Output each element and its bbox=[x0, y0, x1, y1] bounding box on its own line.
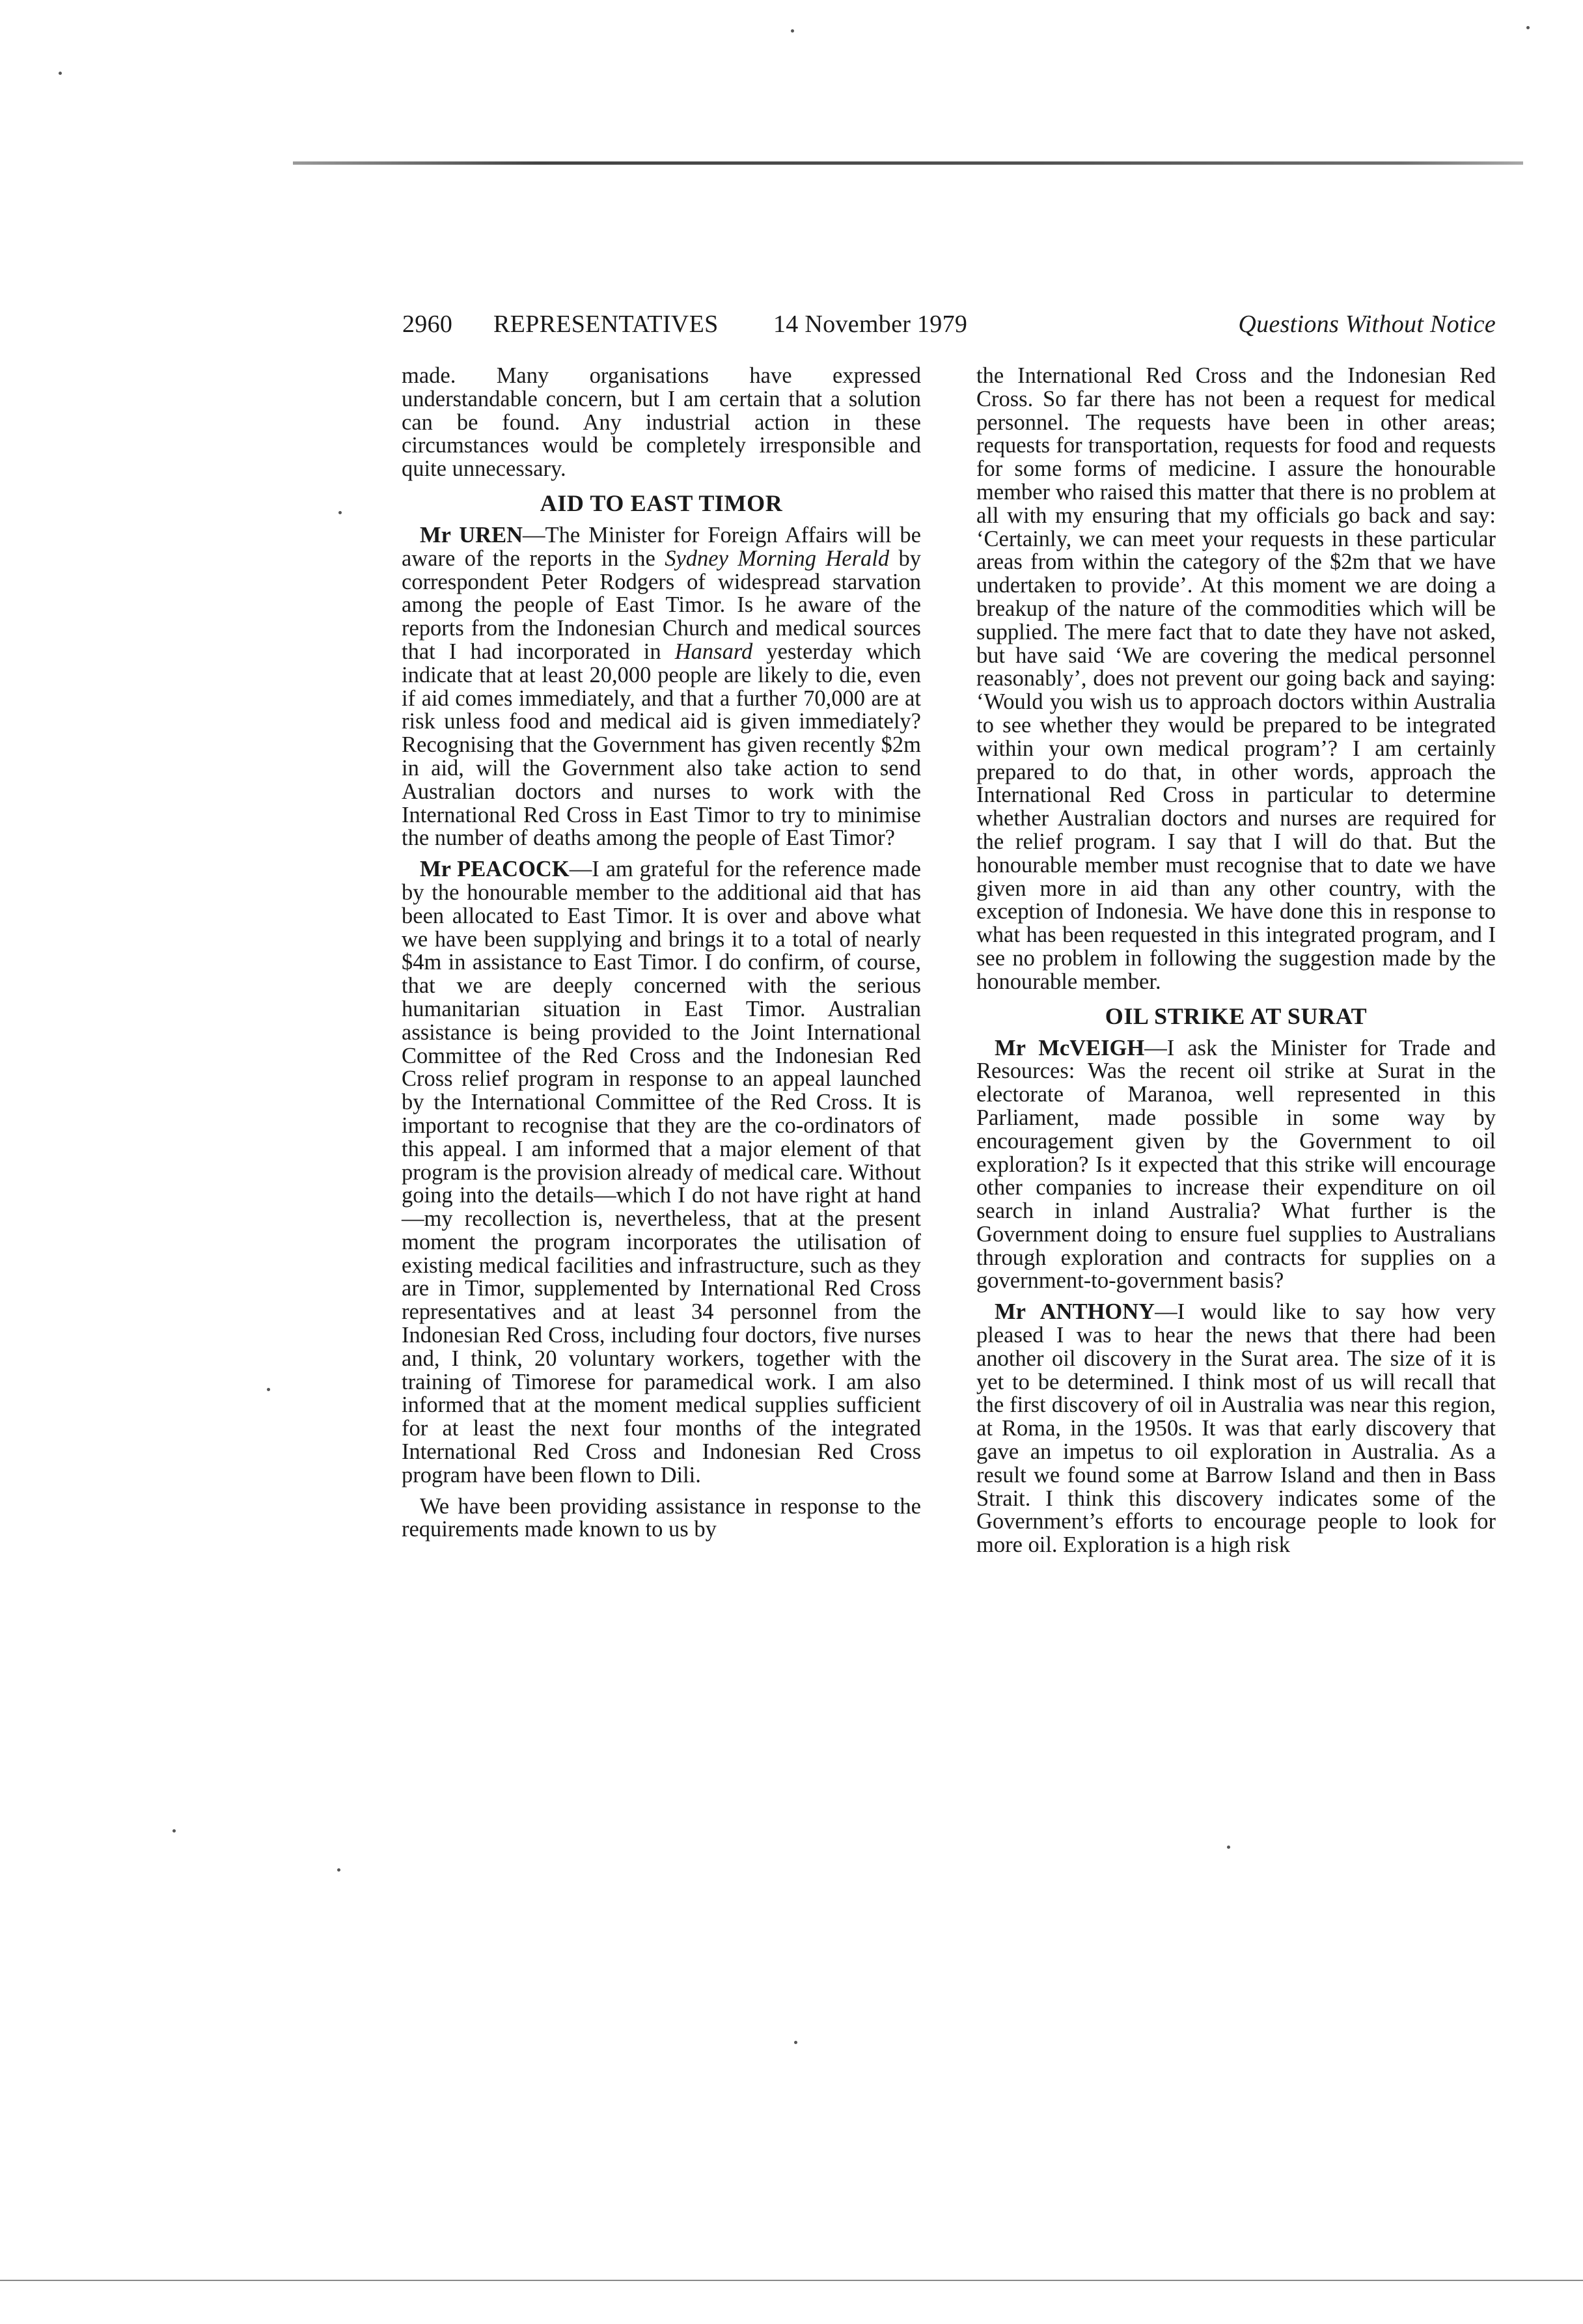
anthony-text: —I would like to say how very pleased I was to hear the news that there had been another oil discovery in the Surat area. The size of it is yet to be determined. I think most of us will recall that the first discovery of oil in Australia was near this region, at Roma, in the 1950s. It was that early discovery that gave an impetus to oil exploration in Australia. As a result we found some at Barrow Island and then in Bass Strait. I think this discovery indicates some of the Government’s efforts to encourage people to look for more oil. Exploration is a high risk bbox=[976, 1299, 1496, 1558]
uren-hansard: Hansard bbox=[674, 639, 753, 664]
scan-speck bbox=[791, 29, 794, 33]
anthony-answer bbox=[976, 1301, 1496, 1557]
mcveigh-text: —I ask the Minister for Trade and Resources: Was the recent oil strike at Surat in the electorate of Maranoa, well represented in this Parliament, made possible in some way by encouragement given by the Government to oil exploration? Is it expected that this strike will encourage other companies to increase their expenditure on oil search in inland Australia? What further is the Government doing to ensure fuel supplies to Australians through exploration and contracts for supplies on a government-to-government basis? bbox=[976, 1035, 1496, 1293]
house-name: REPRESENTATIVES bbox=[493, 311, 719, 338]
scan-speck bbox=[338, 511, 342, 514]
section-title: Questions Without Notice bbox=[1238, 311, 1496, 338]
scan-top-rule bbox=[293, 161, 1523, 165]
continuation-paragraph: made. Many organisations have expressed understandable concern, but I am certain that a solution can be found. Any industrial action in these circumstances would be completely irresponsible and quite unnecessary. bbox=[402, 363, 921, 482]
heading-oil-strike-at-surat: OIL STRIKE AT SURAT bbox=[1105, 1003, 1368, 1029]
heading-aid-to-east-timor: AID TO EAST TIMOR bbox=[540, 490, 783, 516]
speaker-anthony: Mr ANTHONY bbox=[995, 1299, 1155, 1325]
scan-speck bbox=[794, 2041, 797, 2044]
sitting-date: 14 November 1979 bbox=[773, 311, 968, 338]
uren-newspaper: Sydney Morning Herald bbox=[665, 546, 890, 571]
scan-speck bbox=[59, 72, 62, 75]
uren-text-a: —The Minister for Foreign Affairs will be aware of the reports in the bbox=[402, 522, 921, 571]
uren-question bbox=[402, 524, 921, 850]
right-column bbox=[976, 365, 1496, 1565]
scan-bottom-rule bbox=[0, 2280, 1583, 2281]
continuation-paragraph: the International Red Cross and the Indonesian Red Cross. So far there has not been a request for medical personnel. The requests have been in other areas; requests for transportation, requests for food and requests for some forms of medicine. I assure the honourable member who raised this matter that there is no problem at all with my ensuring that my officials go back and say: ‘Certainly, we can meet your requests in these particular areas from within the category of the $2m that we have undertaken to provide’. At this moment we are doing a breakup of the nature of the commodities which will be supplied. The mere fact that to date they have not asked, but have said ‘We are covering the medical personnel reasonably’, does not prevent our going back and saying: ‘Would you wish us to approach doctors within Australia to see whether they would be prepared to be integrated within your own medical program’? I am certainly prepared to do that, in other words, approach the International Red Cross in particular to determine whether Australian doctors and nurses are required for the relief program. I say that I will do that. But the honourable member must recognise that to date we have given more in aid than any other country, with the exception of Indonesia. We have done this in response to what has been requested in this integrated program, and I see no problem in following the suggestion made by the honourable member. bbox=[976, 363, 1496, 994]
mcveigh-question bbox=[976, 1037, 1496, 1293]
page-number: 2960 bbox=[402, 311, 453, 338]
peacock-answer bbox=[402, 858, 921, 1487]
speaker-peacock: Mr PEACOCK bbox=[420, 857, 570, 882]
scan-speck bbox=[1526, 26, 1530, 29]
scan-speck bbox=[267, 1388, 270, 1391]
uren-text-b: by correspondent Peter Rodgers of widespread starvation among the people of East Timor. Is he aware of the reports from the Indonesian Church and medical sources that I had incorporated in bbox=[402, 546, 922, 664]
peacock-text: —I am grateful for the reference made by the honourable member to the additional aid that has been allocated to East Timor. It is over and above what we have been supplying and brings it to a total of nearly $4m in assistance to East Timor. I do confirm, of course, that we are deeply concerned with the serious humanitarian situation in East Timor. Australian assistance is being provided to the Joint International Committee of the Red Cross and the Indonesian Red Cross relief program in response to an appeal launched by the International Committee of the Red Cross. It is important to recognise that they are the co-ordinators of this appeal. I am informed that a major element of that program is the provision already of medical care. Without going into the details—which I do not have right at hand—my recollection is, nevertheless, that at the present moment the program incorporates the utilisation of existing medical facilities and infrastructure, such as they are in Timor, supplemented by International Red Cross representatives and at least 34 personnel from the Indonesian Red Cross, including four doctors, five nurses and, I think, 20 voluntary workers, together with the training of Timorese for paramedical work. I am also informed that at the moment medical supplies sufficient for at least the next four months of the integrated International Red Cross and Indonesian Red Cross program have been flown to Dili. bbox=[402, 857, 921, 1487]
running-head bbox=[402, 305, 1496, 344]
peacock-answer-continued: We have been providing assistance in response to the requirements made known to us by bbox=[402, 1493, 921, 1542]
speaker-mcveigh: Mr McVEIGH bbox=[995, 1035, 1145, 1060]
uren-text-c: yesterday which indicate that at least 20,000 people are likely to die, even if aid comes immediately, and that a further 70,000 are at risk unless food and medical aid is given immediately? Recognising that the Government has given recently $2m in aid, will the Government also take action to send Australian doctors and nurses to work with the International Red Cross in East Timor to try to minimise the number of deaths among the people of East Timor? bbox=[402, 639, 921, 851]
scan-speck bbox=[172, 1829, 176, 1833]
left-column bbox=[402, 365, 921, 1549]
speaker-uren: Mr UREN bbox=[420, 522, 523, 547]
scan-speck bbox=[337, 1868, 340, 1872]
scan-speck bbox=[1227, 1846, 1230, 1849]
